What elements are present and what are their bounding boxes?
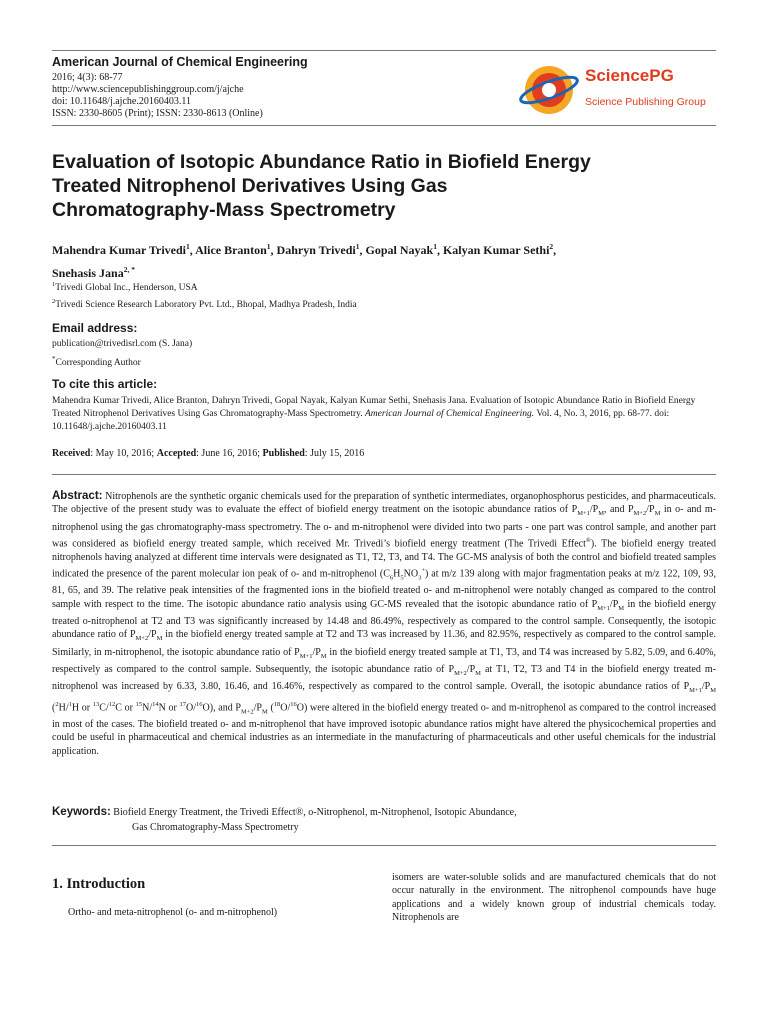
abstract-text: Nitrophenols are the synthetic organic chemicals used for the preparation of synthetic intermediates, organophosphorus pesticides, and pharmaceuticals. The objective of the present study was to evaluate the effect of biofield energy treatment on the isotopic abundance ratios of P [52,491,717,516]
title-line: Evaluation of Isotopic Abundance Ratio in Biofield Energy [52,151,591,173]
author-name: Dahryn Trivedi [276,243,356,257]
paper-title [52,150,732,222]
cite-heading: To cite this article: [52,377,158,391]
keywords [52,805,716,835]
author-separator: , [436,243,443,257]
abstract-text: ). The biofield energy treated nitrophenols having analyzed at different time intervals were designated as T1, T2, T3, and T4. The GC-MS analysis of both the control and biofield treated samples indicated the presence of the parent molecular ion peak of o- and m-nitrophenol (C [52,538,716,580]
affiliation-sup: 2 [52,298,56,305]
intro-paragraph-right: isomers are water-soluble solids and are manufactured chemicals that do not occur naturally in the environment. The nitrophenol compounds have huge applications and a widely known group of industrial chemicals today. Nitrophenols are [392,872,716,923]
abstract-text: in the biofield energy treated sample at T1, T3, and T4 was increased by 5.82, 5.09, and 6.40%, respectively as compared to the control sample. Subsequently, the isotopic abundance ratio of P [52,646,716,675]
affiliation-text: Trivedi Science Research Laboratory Pvt. Ltd., Bhopal, Madhya Pradesh, India [55,300,357,311]
header-rule-top [52,50,716,51]
abstract-text: ) at m/z 139 along with major fragmentation peaks at m/z 122, 109, 93, 81, 65, and 39. The relative peak intensities of the fragmented ions in the biofield treated o- and m-nitrophenol were notably changed as compared to the control sample with respect to the time. The isotopic abundance ratio analysis using GC-MS revealed that the isotopic abundance ratio of P [52,568,716,610]
logo-subtitle: Science Publishing Group [585,96,706,108]
title-line: Chromatography-Mass Spectrometry [52,199,396,221]
citation-tail: Vol. 4, No. 3, 2016, pp. 68-77. doi: 10.11648/j.ajche.20160403.11 [52,409,670,432]
corresponding-text: Corresponding Author [55,358,141,369]
author-name: Mahendra Kumar Trivedi [52,243,187,257]
abstract-text: at T1, T2, T3 and T4 in the biofield energy treated m-nitrophenol was increased by 6.33, 3.80, 16.46, and 16.46%, respectively as compared to the control sample. Overall, the isotopic abundance ratios of P [52,663,716,693]
journal-doi: doi: 10.11648/j.ajche.20160403.11 [52,96,191,107]
author-separator: , [270,243,277,257]
citation-text [52,395,716,434]
abstract-text: were altered in the biofield energy treated o- and m-nitrophenol as compared to the control increased in most of the cases. The biofield treated o- and m-nitrophenol that have improved isotopic abundance ratios might have altered the physicochemical properties and could be useful in pharmaceutical and chemical industries as an intermediate in the manufacturing of pharmaceuticals and other useful chemicals for the industrial application. [52,701,716,757]
author-affil-sup: 1 [266,242,271,251]
corresponding-author [52,353,141,369]
keywords-line: Gas Chromatography-Mass Spectrometry [132,822,299,833]
citation-body: Mahendra Kumar Trivedi, Alice Branton, Dahryn Trivedi, Gopal Nayak, Kalyan Kumar Sethi, Snehasis Jana. Evaluation of Isotopic Abundance Ratio in Biofield Energy Treated Nitrophenol Derivatives Using Gas Chromatography-Mass Spectrometry. [52,396,696,419]
corresponding-sup: * [52,355,56,363]
email-address[interactable]: publication@trivedisrl.com (S. Jana) [52,339,193,349]
author-separator: , [359,243,366,257]
author-name: Gopal Nayak [365,243,434,257]
author-name: Kalyan Kumar Sethi [442,243,550,257]
author-list [52,237,722,283]
abstract-text: in the biofield energy treated sample at T2 and T3 was increased by 11.36, and 82.95%, respectively as compared to the control sample. Similarly, in m-nitrophenol, the isotopic abundance ratio of P [52,629,717,658]
author-affil-sup: 1 [355,242,360,251]
abstract-text: in o- and m-nitrophenol using the gas chromatography-mass spectrometry. The o- and m-nitrophenol were divided into two parts - one part was control sample, and another part was considered as biofield energy treated sample, which received Mr. Trivedi’s biofield energy treatment (The Trivedi Effect [52,504,716,550]
accepted-label: Accepted [156,448,197,459]
received-label: Received [52,448,91,459]
received-date: : May 10, 2016; [90,448,157,459]
published-label: Published [262,448,305,459]
keywords-label: Keywords: [52,806,111,818]
abstract-label: Abstract: [52,490,103,502]
accepted-date: : June 16, 2016; [196,448,263,459]
affiliation [52,281,198,293]
affiliation-sup: 1 [52,281,56,288]
affiliation-text: Trivedi Global Inc., Henderson, USA [55,283,198,294]
intro-paragraph-left: Ortho- and meta-nitrophenol (o- and m-nitrophenol) [68,907,278,918]
email-heading: Email address: [52,321,138,335]
publication-dates [52,448,364,459]
author-separator: , [553,243,557,257]
journal-citation: 2016; 4(3): 68-77 [52,72,123,83]
journal-issn: ISSN: 2330-8605 (Print); ISSN: 2330-8613 (Online) [52,108,263,119]
author-affil-sup: 2, * [123,265,135,274]
author-affil-sup: 1 [433,242,437,251]
abstract: Abstract: Nitrophenols are the synthetic organic chemicals used for the preparation of synthetic intermediates, organophosphorus pesticides, and pharmaceuticals. The objective of the present study was to evaluate the effect of biofield energy treatment on the isotopic abundance ratios of $P_{M+1}/P_M$, and $P_{M+2}/P_M$ in o- and m-nitrophenol using the gas chromatography-mass spectrometry. The o- and m-nitrophenol were divided into two parts - one part was control sample, and another part was considered as biofield energy treated sample, which received Mr. Trivedi’s biofield energy treatment (The Trivedi Effect®). The biofield energy treated nitrophenols having analyzed at different time intervals were designated as T1, T2, T3, and T4. The GC-MS analysis of both the control and biofield treated samples indicated the presence of the parent molecular ion peak of o- and m-nitrophenol $(C_6H_5NO_3^+)$ at m/z 139 along with major fragmentation peaks at m/z 122, 109, 93, 81, 65, and 39. The relative peak intensities of the fragmented ions in the biofield treated o- and m-nitrophenol were notably changed as compared to the control sample with respect to the time. The isotopic abundance ratio analysis using GC-MS revealed that the isotopic abundance ratio of $P_{M+1}/P_M$ in the biofield energy treated o-nitrophenol at T2 and T3 was significantly increased by 14.48 and 86.49%, respectively as compared to the control sample. Consequently, the isotopic abundance ratio of $P_{M+2}/P_M$ in the biofield energy treated sample at T2 and T3 was increased by 11.36, and 82.95%, respectively as compared to the control sample. Similarly, in m-nitrophenol, the isotopic abundance ratio of $P_{M+1}/P_M$ in the biofield energy treated sample at T1, T3, and T4 was increased by 5.82, 5.09, and 6.40%, respectively as compared to the control sample. Subsequently, the isotopic abundance ratio of $P_{M+2}/P_M$ at T1, T2, T3 and T4 in the biofield energy treated m-nitrophenol was increased by 6.33, 3.80, 16.46, and 16.46%, respectively as compared to the control sample. Overall, the isotopic abundance ratios of $P_{M+1}/P_M$ ($^2$H/$^1$H or $^{13}$C/$^{12}$C or $^{15}$N/$^{14}$N or $^{17}$O/$^{16}$O), and $P_{M+2}/P_M$ ($^{18}$O/$^{16}$O) were altered in the biofield energy treated o- and m-nitrophenol as compared to the control increased in most of the cases. The biofield treated o- and m-nitrophenol that have improved isotopic abundance ratios might have altered the physicochemical properties and could be useful in pharmaceutical and chemical industries as an intermediate in the manufacturing of pharmaceuticals and other useful chemicals for the industrial application. [52,490,717,757]
logo-brand: SciencePG [585,66,674,85]
journal-name: American Journal of Chemical Engineering [52,55,308,69]
header-rule-bottom [52,125,716,126]
journal-url[interactable]: http://www.sciencepublishinggroup.com/j/ajche [52,84,244,95]
author-affil-sup: 2 [549,242,554,251]
section-heading-introduction: 1. Introduction [52,876,146,892]
author-separator: , [189,243,196,257]
affiliation [52,298,357,310]
abstract-text: in the biofield energy treated o-nitrophenol at T2 and T3 was significantly increased by 14.48 and 86.49%, respectively as compared to the control sample. Consequently, the isotopic abundance ratio of P [52,598,717,641]
keywords-rule [52,845,716,846]
abstract-rule-top [52,474,716,475]
author-name: Alice Branton [195,243,267,257]
abstract-text: and P [218,701,241,713]
title-line: Treated Nitrophenol Derivatives Using Gas [52,175,448,197]
keywords-line: Biofield Energy Treatment, the Trivedi Effect®, o-Nitrophenol, m-Nitrophenol, Isotopic Abundance, [113,807,517,818]
published-date: : July 15, 2016 [304,448,365,459]
citation-journal: American Journal of Chemical Engineering. [365,409,535,419]
author-affil-sup: 1 [186,242,190,251]
author-name: Snehasis Jana [52,266,124,280]
